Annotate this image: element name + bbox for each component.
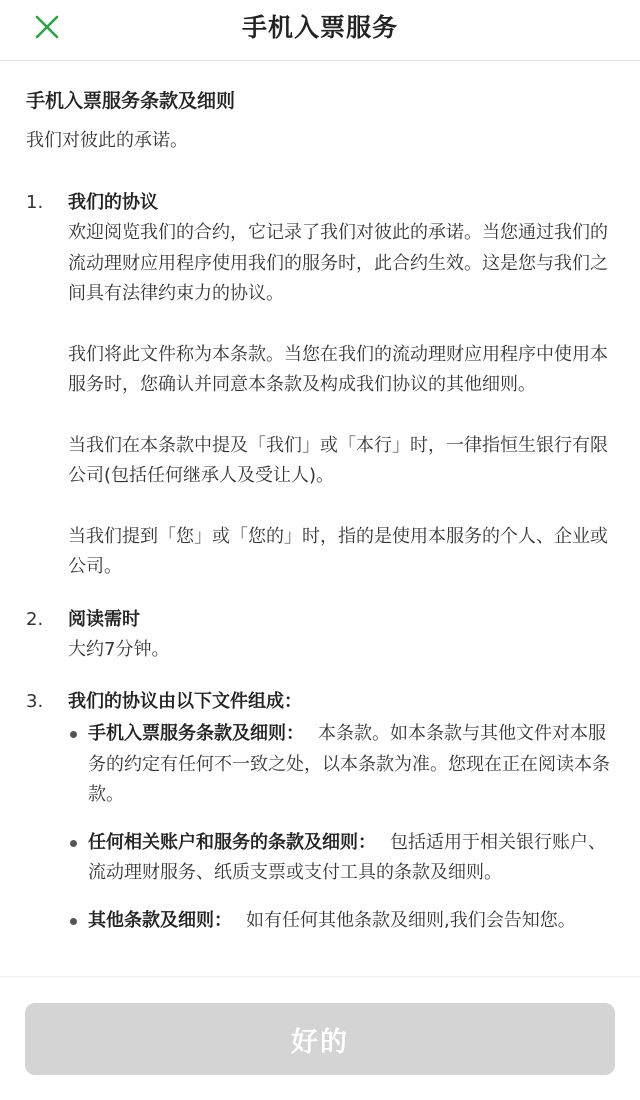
paragraph: 我们将此文件称为本条款。当您在我们的流动理财应用程序中使用本服务时，您确认并同意本条款及构成我们协议的其他细则。: [68, 343, 608, 395]
bullet-label: 其他条款及细则：: [88, 909, 232, 931]
bullet-label: 手机入票服务条款及细则：: [88, 723, 304, 744]
bullet-list: [68, 719, 614, 936]
sections-list: [26, 188, 614, 936]
section-heading: 我们的协议: [68, 192, 158, 213]
page-title: 手机入票服务: [241, 13, 398, 42]
list-item: [68, 828, 614, 889]
paragraph: 当我们提到「您」或「您的」时，指的是使用本服务的个人、企业或公司。: [68, 525, 608, 577]
section-heading: 我们的协议由以下文件组成：: [68, 691, 302, 712]
section-number: 3.: [26, 691, 44, 712]
document-title: 手机入票服务条款及细则: [26, 90, 236, 112]
paragraph: 大约7分钟。: [68, 638, 170, 660]
top-bar: [0, 0, 640, 61]
bullet-icon: [70, 731, 77, 738]
section-agreement: [26, 188, 614, 583]
section-reading-time: [26, 605, 614, 666]
section-number: 2.: [26, 608, 44, 630]
bullet-label: 任何相关账户和服务的条款及细则：: [88, 831, 376, 853]
list-item: [68, 906, 614, 937]
bullet-text: 本条款。如本条款与其他文件对本服务的约定有任何不一致之处，以本条款为准。您现在正在阅读本条款。: [88, 723, 610, 805]
bullet-icon: [70, 840, 77, 847]
section-number: 1.: [26, 192, 44, 213]
paragraph: 当我们在本条款中提及「我们」或「本行」时，一律指恒生银行有限公司(包括任何继承人及受让人)。: [68, 434, 608, 486]
list-item: [68, 719, 614, 811]
bullet-text: 如有任何其他条款及细则,我们会告知您。: [246, 909, 576, 931]
section-heading: 阅读需时: [68, 608, 140, 630]
terms-content[interactable]: [0, 62, 640, 976]
ok-button[interactable]: 好的: [25, 1003, 615, 1075]
section-documents: [26, 687, 614, 936]
bullet-text: 包括适用于相关银行账户、流动理财服务、纸质支票或支付工具的条款及细则。: [88, 831, 606, 883]
document-intro: 我们对彼此的承诺。: [26, 130, 188, 151]
bottom-bar: [0, 976, 640, 1100]
paragraph: 欢迎阅览我们的合约，它记录了我们对彼此的承诺。当您通过我们的流动理财应用程序使用我们的服务时，此合约生效。这是您与我们之间具有法律约束力的协议。: [68, 222, 608, 304]
bullet-icon: [70, 918, 77, 925]
